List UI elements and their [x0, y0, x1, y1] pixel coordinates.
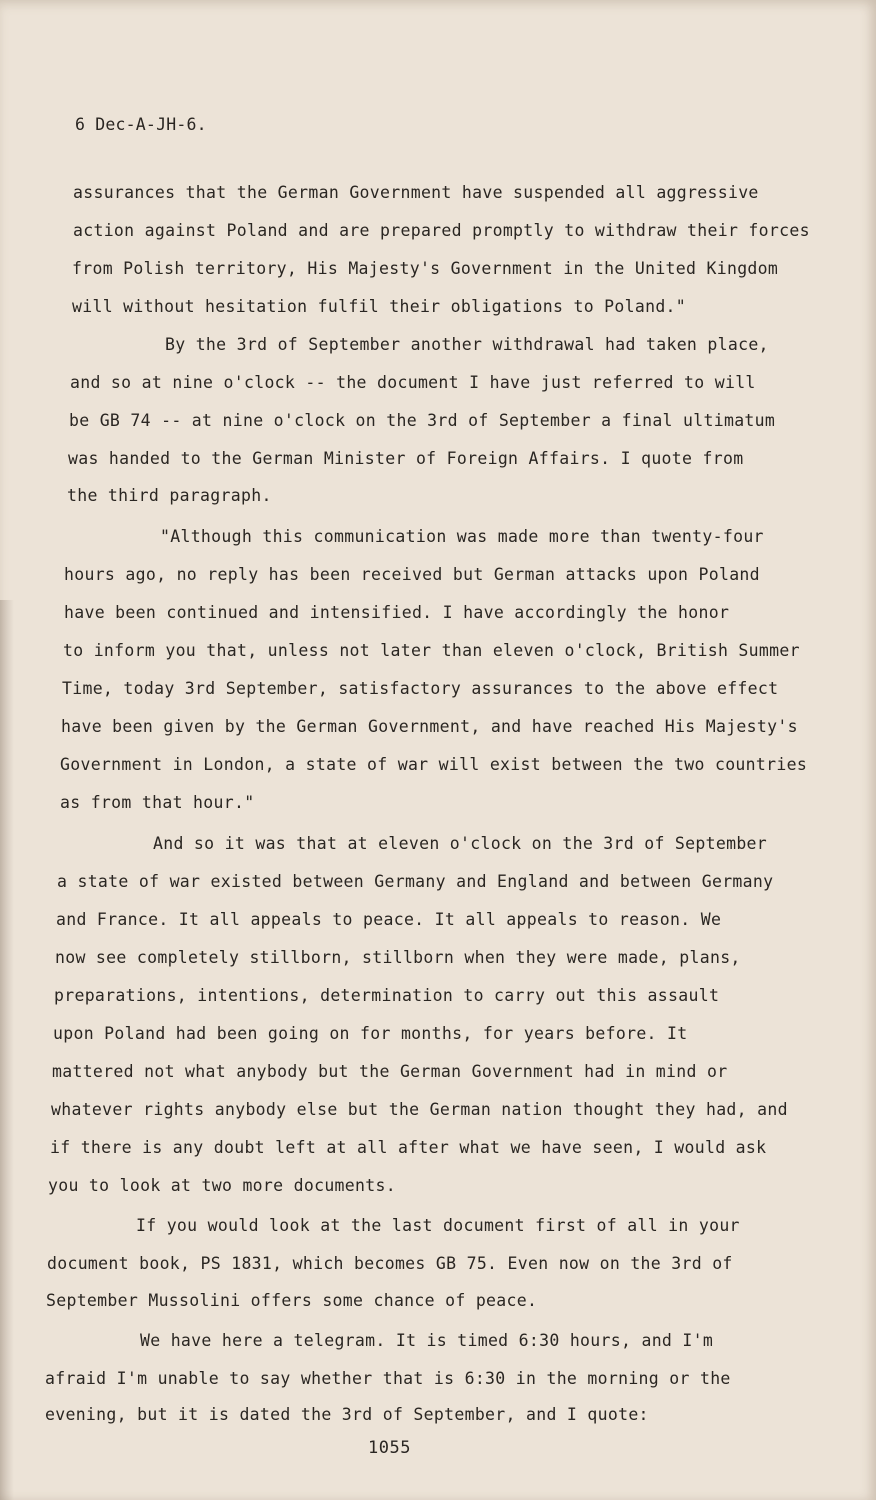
text-line: have been continued and intensified. I have accordingly the honor [64, 603, 730, 622]
text-line: afraid I'm unable to say whether that is 6:30 in the morning or the [45, 1369, 731, 1388]
text-line: as from that hour." [60, 793, 255, 812]
text-line: action against Poland and are prepared promptly to withdraw their forces [73, 221, 810, 240]
text-line: now see completely stillborn, stillborn when they were made, plans, [55, 948, 741, 967]
text-line: "Although this communication was made more than twenty-four [160, 527, 764, 546]
text-line: mattered not what anybody but the German Government had in mind or [52, 1062, 728, 1081]
text-line: the third paragraph. [67, 486, 272, 505]
page-number: 1055 [368, 1438, 411, 1458]
text-line: Time, today 3rd September, satisfactory assurances to the above effect [62, 679, 779, 698]
text-line: and so at nine o'clock -- the document I have just referred to will [70, 373, 756, 392]
text-line: hours ago, no reply has been received but German attacks upon Poland [64, 565, 760, 584]
text-line: Government in London, a state of war will exist between the two countries [60, 755, 808, 774]
text-line: And so it was that at eleven o'clock on the 3rd of September [153, 834, 768, 853]
text-line: from Polish territory, His Majesty's Government in the United Kingdom [72, 259, 779, 278]
text-line: whatever rights anybody else but the German nation thought they had, and [51, 1100, 788, 1119]
text-line: be GB 74 -- at nine o'clock on the 3rd of September a final ultimatum [69, 411, 776, 430]
document-reference: 6 Dec-A-JH-6. [75, 115, 207, 134]
text-line: If you would look at the last document first of all in your [136, 1216, 740, 1235]
text-line: to inform you that, unless not later than eleven o'clock, British Summer [63, 641, 800, 660]
text-line: By the 3rd of September another withdrawal had taken place, [165, 335, 769, 354]
text-line: if there is any doubt left at all after what we have seen, I would ask [50, 1138, 767, 1157]
text-line: assurances that the German Government have suspended all aggressive [73, 183, 759, 202]
text-line: will without hesitation fulfil their obligations to Poland." [72, 297, 687, 316]
text-line: a state of war existed between Germany and England and between Germany [57, 872, 774, 891]
text-line: was handed to the German Minister of Foreign Affairs. I quote from [68, 449, 744, 468]
text-line: upon Poland had been going on for months, for years before. It [53, 1024, 688, 1043]
text-line: you to look at two more documents. [48, 1176, 396, 1195]
text-line: evening, but it is dated the 3rd of September, and I quote: [45, 1405, 649, 1424]
text-line: and France. It all appeals to peace. It all appeals to reason. We [56, 910, 722, 929]
text-line: document book, PS 1831, which becomes GB 75. Even now on the 3rd of [47, 1254, 733, 1273]
text-line: September Mussolini offers some chance of peace. [46, 1291, 538, 1310]
text-line: We have here a telegram. It is timed 6:30 hours, and I'm [140, 1331, 714, 1350]
text-line: preparations, intentions, determination to carry out this assault [54, 986, 720, 1005]
page-edge-shadow [0, 600, 14, 1500]
text-line: have been given by the German Government, and have reached His Majesty's [61, 717, 798, 736]
